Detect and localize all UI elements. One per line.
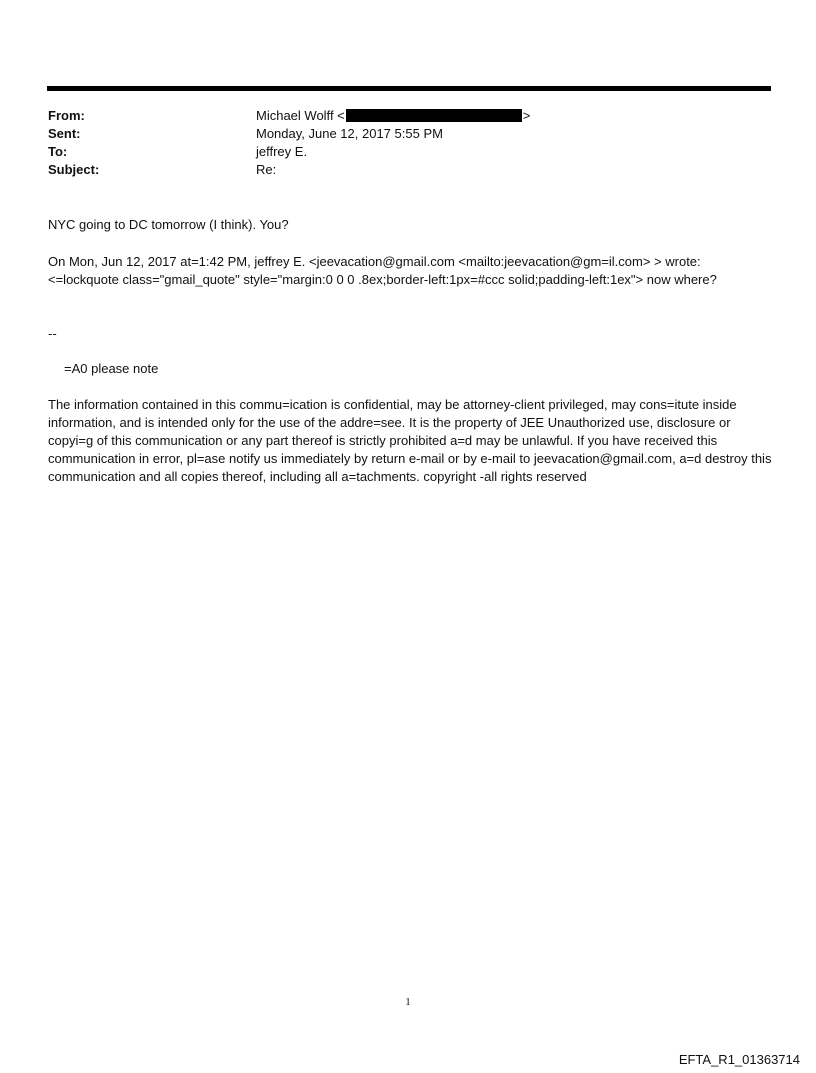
from-row: [48, 107, 748, 125]
sent-label: Sent:: [48, 126, 81, 141]
signature-separator: --: [48, 326, 57, 341]
quoted-reply: [48, 253, 773, 289]
to-value: jeffrey E.: [256, 144, 308, 159]
message-greeting: NYC going to DC tomorrow (I think). You?: [48, 217, 289, 232]
from-close: >: [522, 108, 531, 123]
subject-row: [48, 161, 748, 179]
subject-label: Subject:: [48, 162, 100, 177]
subject-value: Re:: [256, 162, 277, 177]
header-divider: [47, 86, 771, 91]
please-note: =A0 please note: [64, 361, 159, 376]
to-label: To:: [48, 144, 68, 159]
quote-line-2: <=lockquote class="gmail_quote" style="margin:0 0 0 .8ex;border-left:1px=#ccc solid;padding-left:1ex"> now where?: [48, 272, 717, 287]
sent-row: [48, 125, 748, 143]
page-number: 1: [405, 996, 411, 1008]
quote-line-1: On Mon, Jun 12, 2017 at=1:42 PM, jeffrey E. <jeevacation@gmail.com <mailto:jeevacation@gm=il.com> > wrote:: [48, 254, 701, 269]
document-id: EFTA_R1_01363714: [678, 1052, 800, 1067]
sent-value: Monday, June 12, 2017 5:55 PM: [256, 126, 443, 141]
email-header: [48, 107, 748, 179]
redaction-block: [346, 109, 522, 122]
confidentiality-disclaimer: The information contained in this commu=ication is confidential, may be attorney-client privileged, may cons=itute inside information, and is intended only for the use of the addre=see. It is the property of JEE Unauthorized use, disclosure or copyi=g of this communication or any part thereof is strictly prohibited a=d may be unlawful. If you have received this communication in error, pl=ase notify us immediately by return e-mail or by e-mail to jeevacation@gmail.com, a=d destroy this communication and all copies thereof, including all a=tachments. copyright -all rights reserved: [48, 397, 772, 484]
from-label: From:: [48, 108, 85, 123]
to-row: [48, 143, 748, 161]
from-name: Michael Wolff <: [256, 108, 345, 123]
from-value: [256, 107, 748, 125]
